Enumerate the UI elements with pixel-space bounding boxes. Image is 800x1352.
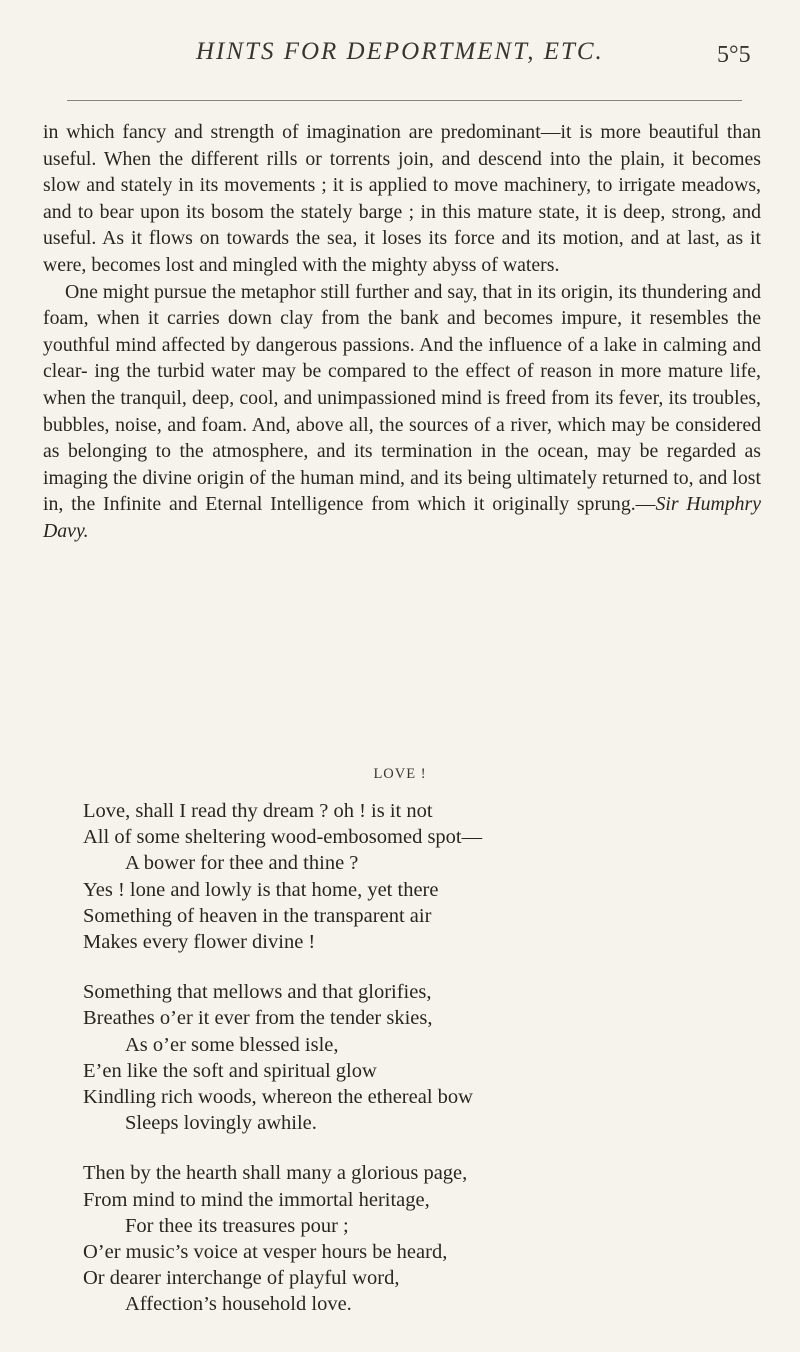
running-head xyxy=(0,38,800,78)
stanza xyxy=(83,1160,763,1317)
prose-paragraph xyxy=(43,279,761,545)
header-rule xyxy=(67,100,742,101)
poem-line: Breathes o’er it ever from the tender skies, xyxy=(83,1007,433,1030)
attribution: Sir Humphry Davy. xyxy=(43,493,761,542)
poem-line: Affection’s household love. xyxy=(125,1293,352,1316)
poem-line: All of some sheltering wood-embosomed spot— xyxy=(83,826,483,849)
poem-line: Yes ! lone and lowly is that home, yet there xyxy=(83,878,439,901)
poem-line: Then by the hearth shall many a glorious page, xyxy=(83,1162,468,1185)
prose-section xyxy=(43,119,761,545)
poem-title: LOVE ! xyxy=(373,766,427,782)
poem-line: A bower for thee and thine ? xyxy=(125,852,359,875)
poem-line: O’er music’s voice at vesper hours be heard, xyxy=(83,1241,448,1264)
poem-line: From mind to mind the immortal heritage, xyxy=(83,1188,430,1211)
poem-line: For thee its treasures pour ; xyxy=(125,1214,349,1237)
paragraph-text: in which fancy and strength of imagination are predominant—it is more beautiful than useful. When the different rills or torrents join, and descend into the plain, it becomes slow and stately in its movements ; it is applied to move machinery, to irrigate meadows, and to bear upon its bosom the stately barge ; in this mature state, it is deep, strong, and useful. As it flows on towards the sea, it loses its force and its motion, and at last, as it were, becomes lost and mingled with the mighty abyss of waters. xyxy=(43,121,761,276)
poem-line: Kindling rich woods, whereon the ethereal bow xyxy=(83,1086,473,1109)
poem-line: E’en like the soft and spiritual glow xyxy=(83,1059,377,1082)
page-number: 5°5 xyxy=(717,42,751,68)
paragraph-text: One might pursue the metaphor still further and say, that in its origin, its thundering and foam, when it carries down clay from the bank and becomes impure, it resembles the youthful mind affected by dangerous passions. And the influence of a lake in calming and clear- ing the turbid water may be compared to the effect of reason in more mature life, when the tranquil, deep, cool, and unimpassioned mind is freed from its fever, its troubles, bubbles, noise, and foam. And, above all, the sources of a river, which may be considered as belonging to the atmosphere, and its termination in the ocean, may be regarded as imaging the divine origin of the human mind, and its being ultimately returned to, and lost in, the Infinite and Eternal Intelligence from which it originally sprung.— xyxy=(43,280,761,516)
poem-line: Sleeps lovingly awhile. xyxy=(125,1112,317,1135)
poem-line: Something that mellows and that glorifies, xyxy=(83,981,432,1004)
poem-line: Makes every flower divine ! xyxy=(83,931,316,954)
stanza xyxy=(83,798,763,955)
poem-line: Or dearer interchange of playful word, xyxy=(83,1267,400,1290)
stanza xyxy=(83,979,763,1136)
poem-line: Something of heaven in the transparent air xyxy=(83,904,432,927)
running-title: HINTS FOR DEPORTMENT, ETC. xyxy=(196,38,604,65)
poem xyxy=(83,798,763,1342)
poem-line: As o’er some blessed isle, xyxy=(125,1033,339,1056)
poem-line: Love, shall I read thy dream ? oh ! is it not xyxy=(83,800,433,822)
prose-paragraph xyxy=(43,119,761,279)
